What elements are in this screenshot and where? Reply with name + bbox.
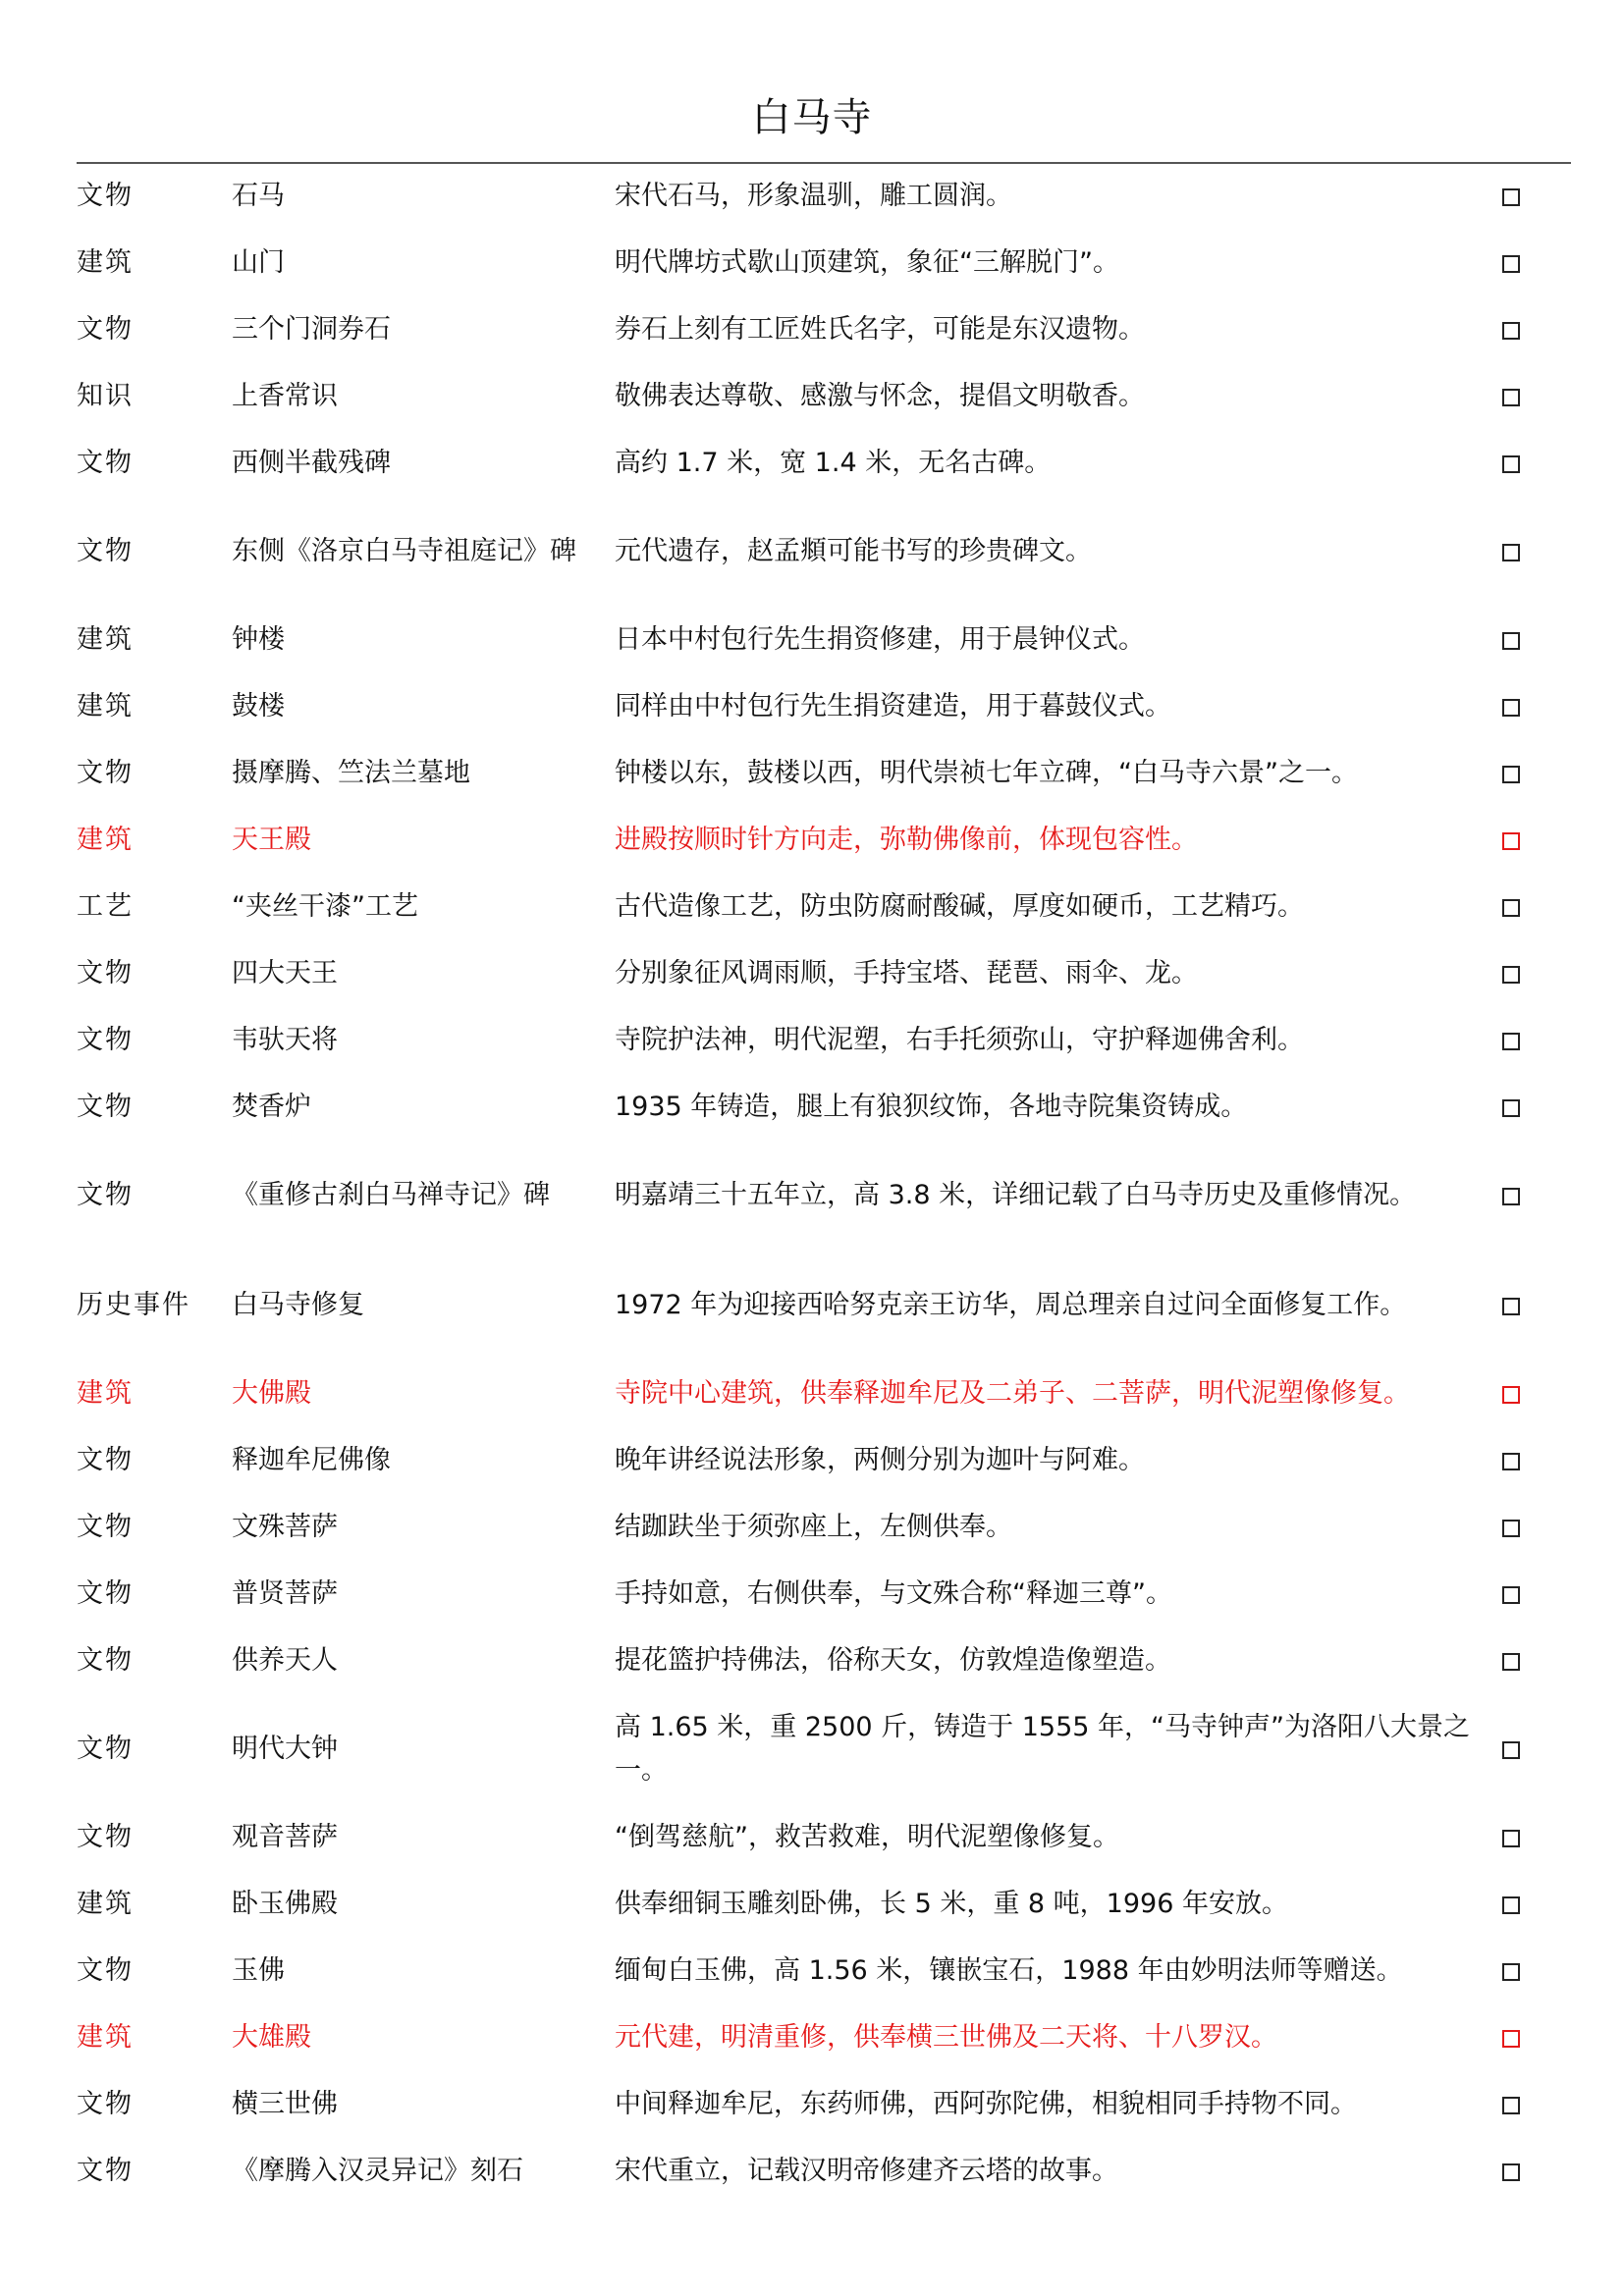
table-row (77, 2071, 1571, 2138)
checkbox[interactable] (1502, 2030, 1520, 2048)
checkbox-cell (1498, 874, 1571, 940)
category-cell: 建筑 (77, 1378, 134, 1409)
checkbox[interactable] (1502, 632, 1520, 650)
description-cell: 高 1.65 米，重 2500 斤，铸造于 1555 年，“马寺钟声”为洛阳八大景之一。 (615, 1712, 1471, 1786)
checkbox-cell (1498, 2138, 1571, 2205)
table-row (77, 807, 1571, 874)
category-cell: 建筑 (77, 2022, 134, 2053)
category-cell: 文物 (77, 314, 134, 345)
table-row (77, 2004, 1571, 2071)
checkbox[interactable] (1502, 899, 1520, 917)
table-row (77, 497, 1571, 607)
checkbox-cell (1498, 363, 1571, 430)
table-row (77, 430, 1571, 497)
checkbox[interactable] (1502, 1188, 1520, 1205)
checkbox-cell (1498, 807, 1571, 874)
checkbox[interactable] (1502, 699, 1520, 717)
table-row (77, 163, 1571, 230)
category-cell: 文物 (77, 181, 134, 211)
item-name-cell: 白马寺修复 (232, 1290, 364, 1320)
item-name-cell: 韦驮天将 (232, 1025, 338, 1055)
description-cell: 提花篮护持佛法，俗称天女，仿敦煌造像塑造。 (615, 1645, 1171, 1676)
checkbox-cell (1498, 1494, 1571, 1561)
table-row (77, 1694, 1571, 1804)
category-cell: 文物 (77, 2089, 134, 2119)
checkbox[interactable] (1502, 2163, 1520, 2181)
category-cell: 文物 (77, 1025, 134, 1055)
checkbox[interactable] (1502, 1298, 1520, 1315)
description-cell: 明嘉靖三十五年立，高 3.8 米，详细记载了白马寺历史及重修情况。 (615, 1180, 1417, 1210)
table-row (77, 1007, 1571, 1074)
description-cell: 供奉细铜玉雕刻卧佛，长 5 米，重 8 吨，1996 年安放。 (615, 1889, 1288, 1919)
item-name-cell: 普贤菩萨 (232, 1578, 338, 1609)
checkbox[interactable] (1502, 455, 1520, 473)
description-cell: 缅甸白玉佛，高 1.56 米，镶嵌宝石，1988 年由妙明法师等赠送。 (615, 1955, 1403, 1986)
checkbox[interactable] (1502, 832, 1520, 850)
checkbox-cell (1498, 1007, 1571, 1074)
checkbox[interactable] (1502, 1741, 1520, 1759)
item-name-cell: 东侧《洛京白马寺祖庭记》碑 (232, 536, 576, 566)
item-name-cell: 鼓楼 (232, 691, 285, 721)
category-cell: 文物 (77, 1578, 134, 1609)
table-row (77, 1804, 1571, 1871)
checkbox-cell (1498, 1694, 1571, 1804)
description-cell: 钟楼以东，鼓楼以西，明代崇祯七年立碑，“白马寺六景”之一。 (615, 758, 1358, 788)
category-cell: 建筑 (77, 825, 134, 855)
table-row (77, 607, 1571, 673)
description-cell: 寺院护法神，明代泥塑，右手托须弥山，守护释迦佛舍利。 (615, 1025, 1304, 1055)
category-cell: 文物 (77, 1512, 134, 1542)
category-cell: 文物 (77, 1180, 134, 1210)
checkbox-cell (1498, 230, 1571, 296)
category-cell: 文物 (77, 1445, 134, 1475)
category-cell: 工艺 (77, 891, 134, 922)
category-cell: 文物 (77, 958, 134, 988)
checkbox[interactable] (1502, 766, 1520, 783)
item-name-cell: 钟楼 (232, 624, 285, 655)
description-cell: 中间释迦牟尼，东药师佛，西阿弥陀佛，相貌相同手持物不同。 (615, 2089, 1357, 2119)
category-cell: 建筑 (77, 247, 134, 278)
item-name-cell: 山门 (232, 247, 285, 278)
checkbox[interactable] (1502, 966, 1520, 984)
item-name-cell: 摄摩腾、竺法兰墓地 (232, 758, 470, 788)
checkbox[interactable] (1502, 544, 1520, 561)
checkbox[interactable] (1502, 2097, 1520, 2114)
description-cell: 手持如意，右侧供奉，与文殊合称“释迦三尊”。 (615, 1578, 1172, 1609)
table-row (77, 1141, 1571, 1251)
description-cell: 日本中村包行先生捐资修建，用于晨钟仪式。 (615, 624, 1145, 655)
category-cell: 文物 (77, 1734, 134, 1764)
item-name-cell: 石马 (232, 181, 285, 211)
table-row (77, 230, 1571, 296)
table-row (77, 1871, 1571, 1938)
table-row (77, 296, 1571, 363)
checkbox-cell (1498, 673, 1571, 740)
description-cell: “倒驾慈航”，救苦救难，明代泥塑像修复。 (615, 1822, 1119, 1852)
checkbox[interactable] (1502, 389, 1520, 406)
category-cell: 文物 (77, 536, 134, 566)
checkbox-cell (1498, 1561, 1571, 1628)
table-row (77, 1251, 1571, 1361)
checkbox-cell (1498, 296, 1571, 363)
category-cell: 建筑 (77, 624, 134, 655)
item-name-cell: 四大天王 (232, 958, 338, 988)
item-name-cell: 玉佛 (232, 1955, 285, 1986)
checkbox[interactable] (1502, 1386, 1520, 1404)
item-name-cell: 观音菩萨 (232, 1822, 338, 1852)
description-cell: 元代建，明清重修，供奉横三世佛及二天将、十八罗汉。 (615, 2022, 1277, 2053)
checkbox[interactable] (1502, 188, 1520, 206)
checkbox-cell (1498, 1141, 1571, 1251)
table-row (77, 1561, 1571, 1628)
item-name-cell: 上香常识 (232, 381, 338, 411)
category-cell: 文物 (77, 1645, 134, 1676)
table-row (77, 2138, 1571, 2205)
checkbox-cell (1498, 607, 1571, 673)
checkbox-cell (1498, 1427, 1571, 1494)
checkbox-cell (1498, 1871, 1571, 1938)
description-cell: 元代遗存，赵孟頫可能书写的珍贵碑文。 (615, 536, 1092, 566)
description-cell: 进殿按顺时针方向走，弥勒佛像前，体现包容性。 (615, 825, 1198, 855)
description-cell: 高约 1.7 米，宽 1.4 米，无名古碑。 (615, 448, 1052, 478)
page-title: 白马寺 (751, 95, 873, 140)
table-row (77, 1494, 1571, 1561)
item-name-cell: 供养天人 (232, 1645, 338, 1676)
checkbox-cell (1498, 497, 1571, 607)
checkbox-cell (1498, 940, 1571, 1007)
category-cell: 历史事件 (77, 1290, 190, 1320)
checkbox[interactable] (1502, 1033, 1520, 1050)
checkbox[interactable] (1502, 255, 1520, 273)
item-name-cell: 《摩腾入汉灵异记》刻石 (232, 2156, 523, 2186)
item-name-cell: “夹丝干漆”工艺 (232, 891, 418, 922)
item-name-cell: 大佛殿 (232, 1378, 311, 1409)
item-name-cell: 天王殿 (232, 825, 311, 855)
checkbox-cell (1498, 1074, 1571, 1141)
table-row (77, 1427, 1571, 1494)
checkbox[interactable] (1502, 1453, 1520, 1470)
checkbox[interactable] (1502, 1653, 1520, 1671)
attractions-table-body (77, 163, 1571, 2205)
item-name-cell: 横三世佛 (232, 2089, 338, 2119)
checkbox-cell (1498, 1938, 1571, 2004)
checkbox[interactable] (1502, 322, 1520, 340)
item-name-cell: 三个门洞券石 (232, 314, 391, 345)
checkbox-cell (1498, 1628, 1571, 1694)
category-cell: 文物 (77, 448, 134, 478)
checkbox[interactable] (1502, 1520, 1520, 1537)
table-row (77, 1361, 1571, 1427)
table-row (77, 740, 1571, 807)
category-cell: 文物 (77, 758, 134, 788)
table-row (77, 673, 1571, 740)
table-row (77, 940, 1571, 1007)
checkbox-cell (1498, 2071, 1571, 2138)
description-cell: 晚年讲经说法形象，两侧分别为迦叶与阿难。 (615, 1445, 1145, 1475)
item-name-cell: 大雄殿 (232, 2022, 311, 2053)
description-cell: 古代造像工艺，防虫防腐耐酸碱，厚度如硬币，工艺精巧。 (615, 891, 1304, 922)
checkbox[interactable] (1502, 1963, 1520, 1981)
checkbox-cell (1498, 430, 1571, 497)
category-cell: 文物 (77, 1955, 134, 1986)
item-name-cell: 西侧半截残碑 (232, 448, 391, 478)
item-name-cell: 焚香炉 (232, 1092, 311, 1122)
checkbox[interactable] (1502, 1099, 1520, 1117)
description-cell: 宋代重立，记载汉明帝修建齐云塔的故事。 (615, 2156, 1118, 2186)
category-cell: 建筑 (77, 1889, 134, 1919)
checkbox[interactable] (1502, 1896, 1520, 1914)
table-row (77, 1074, 1571, 1141)
description-cell: 敬佛表达尊敬、感激与怀念，提倡文明敬香。 (615, 381, 1145, 411)
description-cell: 寺院中心建筑，供奉释迦牟尼及二弟子、二菩萨，明代泥塑像修复。 (615, 1378, 1410, 1409)
table-row (77, 363, 1571, 430)
item-name-cell: 卧玉佛殿 (232, 1889, 338, 1919)
description-cell: 明代牌坊式歇山顶建筑，象征“三解脱门”。 (615, 247, 1119, 278)
item-name-cell: 《重修古刹白马禅寺记》碑 (232, 1180, 550, 1210)
item-name-cell: 释迦牟尼佛像 (232, 1445, 391, 1475)
checkbox[interactable] (1502, 1830, 1520, 1847)
category-cell: 文物 (77, 1092, 134, 1122)
checkbox-cell (1498, 740, 1571, 807)
category-cell: 建筑 (77, 691, 134, 721)
category-cell: 文物 (77, 1822, 134, 1852)
description-cell: 同样由中村包行先生捐资建造，用于暮鼓仪式。 (615, 691, 1171, 721)
description-cell: 结跏趺坐于须弥座上，左侧供奉。 (615, 1512, 1012, 1542)
description-cell: 1972 年为迎接西哈努克亲王访华，周总理亲自过问全面修复工作。 (615, 1290, 1407, 1320)
table-row (77, 1938, 1571, 2004)
category-cell: 文物 (77, 2156, 134, 2186)
item-name-cell: 文殊菩萨 (232, 1512, 338, 1542)
description-cell: 1935 年铸造，腿上有狼狈纹饰，各地寺院集资铸成。 (615, 1092, 1248, 1122)
table-row (77, 1628, 1571, 1694)
checkbox-cell (1498, 2004, 1571, 2071)
category-cell: 知识 (77, 381, 134, 411)
checkbox[interactable] (1502, 1586, 1520, 1604)
table-row (77, 874, 1571, 940)
checkbox-cell (1498, 1361, 1571, 1427)
description-cell: 宋代石马，形象温驯，雕工圆润。 (615, 181, 1012, 211)
checkbox-cell (1498, 1804, 1571, 1871)
attractions-table (77, 163, 1571, 2205)
description-cell: 券石上刻有工匠姓氏名字，可能是东汉遗物。 (615, 314, 1145, 345)
description-cell: 分别象征风调雨顺，手持宝塔、琵琶、雨伞、龙。 (615, 958, 1198, 988)
checkbox-cell (1498, 1251, 1571, 1361)
item-name-cell: 明代大钟 (232, 1734, 338, 1764)
checkbox-cell (1498, 163, 1571, 230)
